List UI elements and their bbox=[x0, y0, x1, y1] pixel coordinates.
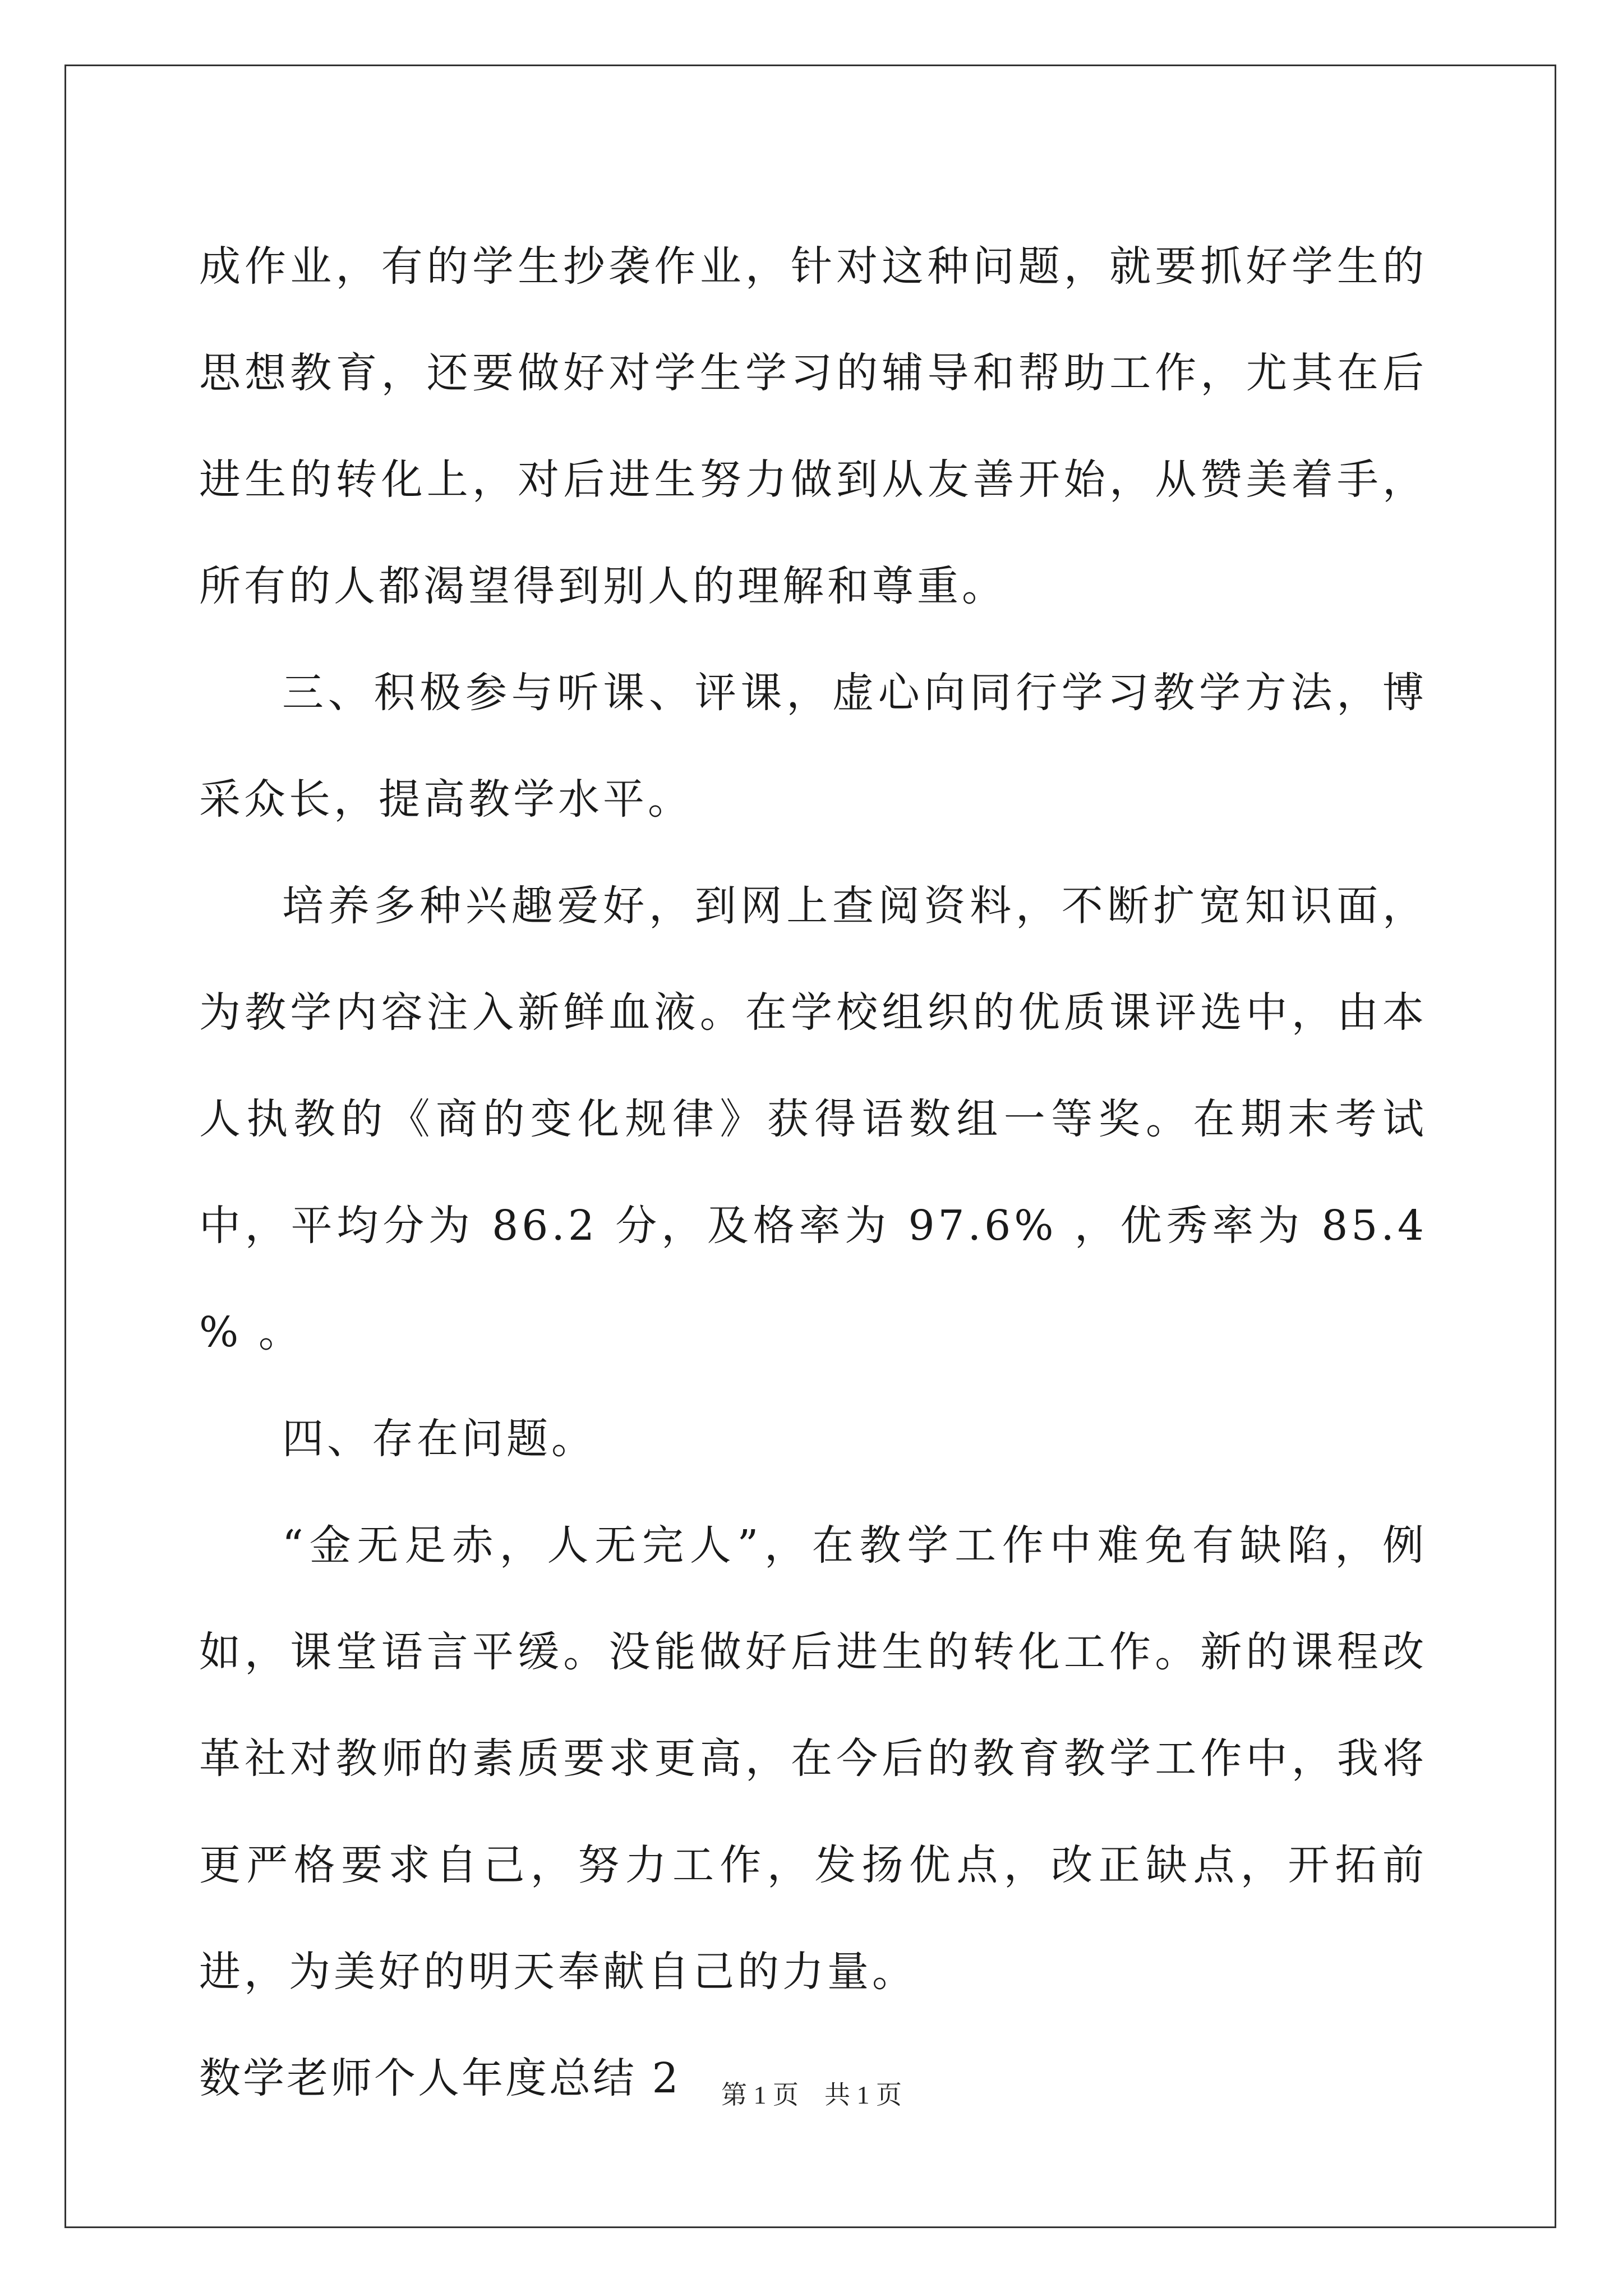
paragraph-continuation: 成作业，有的学生抄袭作业，针对这种问题，就要抓好学生的思想教育，还要做好对学生学习的辅导和帮助工作，尤其在后进生的转化上，对后进生努力做到从友善开始，从赞美着手，所有的人都渴望得到别人的理解和尊重。 bbox=[199, 242, 1427, 610]
paragraph-problems: “金无足赤，人无完人”，在教学工作中难免有缺陷，例如，课堂语言平缓。没能做好后进生的转化工作。新的课程改革社对教师的素质要求更高，在今后的教育教学工作中，我将更严格要求自己，努力工作，发扬优点，改正缺点，开拓前进，为美好的明天奉献自己的力量。 bbox=[199, 1521, 1427, 1996]
section-title: 数学老师个人年度总结 2 bbox=[199, 2054, 681, 2102]
paragraph-achievements: 培养多种兴趣爱好，到网上查阅资料，不断扩宽知识面，为教学内容注入新鲜血液。在学校组织的优质课评选中，由本人执教的《商的变化规律》获得语数组一等奖。在期末考试中，平均分为 86.2 分，及格率为 97.6% ，优秀率为 85.4 % 。 bbox=[199, 882, 1427, 1356]
paragraph-section-three: 三、积极参与听课、评课，虚心向同行学习教学方法，博采众长，提高教学水平。 bbox=[199, 669, 1427, 823]
page-number-footer: 第 1 页 共 1 页 bbox=[721, 2081, 902, 2109]
paragraph-section-four: 四、存在问题。 bbox=[282, 1415, 596, 1463]
document-body bbox=[199, 213, 1427, 2132]
